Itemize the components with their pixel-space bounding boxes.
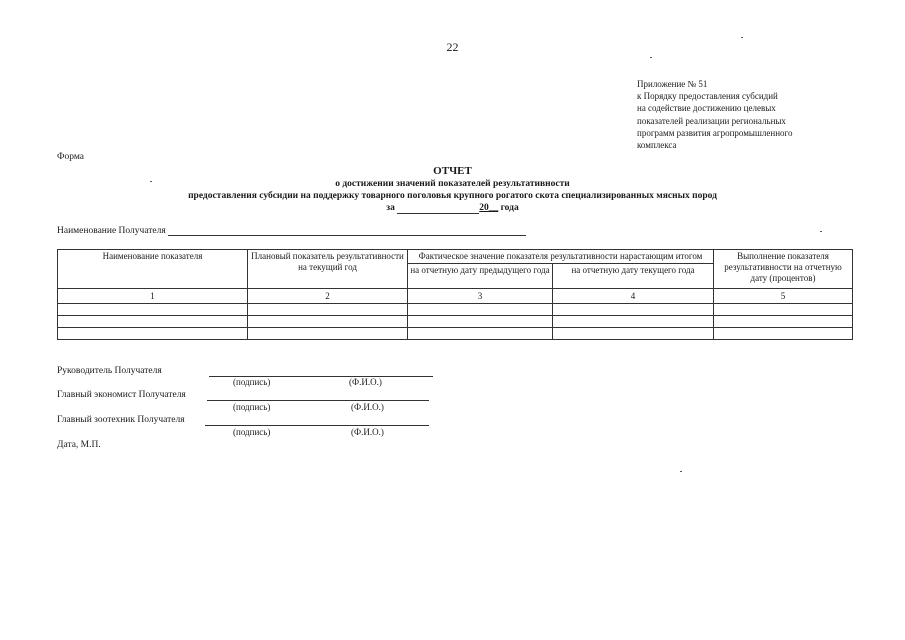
table-cell[interactable]: [553, 316, 714, 328]
table-cell[interactable]: [408, 304, 553, 316]
appendix-line: на содействие достижению целевых: [637, 103, 776, 114]
table-numbers-row: [58, 289, 853, 304]
table-cell[interactable]: [714, 316, 853, 328]
appendix-line: комплекса: [637, 140, 677, 151]
table-cell[interactable]: [408, 328, 553, 340]
report-heading: ОТЧЕТ: [433, 165, 472, 177]
scan-speck: [741, 37, 743, 38]
appendix-line: Приложение № 51: [637, 79, 708, 89]
table-row: [58, 304, 853, 316]
column-number: 3: [408, 289, 553, 304]
table-cell[interactable]: [553, 304, 714, 316]
period-prefix: за: [386, 203, 395, 213]
appendix-line: программ развития агропромышленного: [637, 127, 793, 138]
table-cell[interactable]: [248, 304, 408, 316]
table-cell[interactable]: [58, 304, 248, 316]
column-number: 5: [714, 289, 853, 304]
table-cell[interactable]: [553, 328, 714, 340]
table-cell[interactable]: [714, 304, 853, 316]
appendix-line: к Порядку предоставления субсидий: [637, 91, 778, 102]
signature-line[interactable]: [207, 399, 429, 401]
header-actual-group: Фактическое значение показателя результативности нарастающим итогом: [408, 250, 714, 264]
signer-role: Руководитель Получателя: [57, 366, 162, 376]
table-cell[interactable]: [248, 316, 408, 328]
report-title: [0, 165, 905, 214]
scan-speck: [650, 57, 652, 58]
scan-speck: [680, 471, 682, 472]
column-number: 4: [553, 289, 714, 304]
signer-role: Главный экономист Получателя: [57, 390, 186, 400]
signature-line[interactable]: [205, 424, 429, 426]
appendix-note: [637, 78, 857, 151]
signature-caption: (подпись): [233, 427, 271, 437]
table-header-row: [58, 250, 853, 264]
signature-caption: (подпись): [233, 402, 271, 412]
header-planned: Плановый показатель результативности на текущий год: [248, 250, 408, 289]
column-number: 2: [248, 289, 408, 304]
signature-caption: (подпись): [233, 377, 271, 387]
report-subtitle: о достижении значений показателей результативности: [335, 179, 570, 189]
recipient-field: [57, 225, 526, 236]
appendix-line: показателей реализации региональных: [637, 115, 786, 126]
table-cell[interactable]: [248, 328, 408, 340]
report-period: [0, 202, 905, 214]
signer-role: Главный зоотехник Получателя: [57, 415, 185, 425]
scan-speck: [150, 181, 152, 182]
column-number: 1: [58, 289, 248, 304]
results-table: [57, 249, 853, 340]
period-blank: [397, 204, 479, 214]
fio-caption: (Ф.И.О.): [351, 427, 384, 437]
period-suffix: года: [500, 203, 519, 213]
header-current-year: на отчетную дату текущего года: [553, 264, 714, 289]
header-indicator-name: Наименование показателя: [58, 250, 248, 289]
header-fulfillment: Выполнение показателя результативности на отчетную дату (процентов): [714, 250, 853, 289]
table-cell[interactable]: [714, 328, 853, 340]
table-row: [58, 328, 853, 340]
period-year: 20__: [479, 203, 499, 213]
scan-speck: [820, 231, 822, 232]
report-subsidy-line: предоставления субсидии на поддержку товарного поголовья крупного рогатого скота специализированных мясных пород: [188, 191, 717, 201]
table-cell[interactable]: [58, 328, 248, 340]
header-previous-year: на отчетную дату предыдущего года: [408, 264, 553, 289]
date-stamp-label: Дата, М.П.: [57, 440, 101, 450]
signature-block: [57, 366, 457, 436]
recipient-input-line[interactable]: [168, 225, 526, 236]
form-label: Форма: [57, 152, 85, 162]
table-cell[interactable]: [408, 316, 553, 328]
fio-caption: (Ф.И.О.): [351, 402, 384, 412]
table-row: [58, 316, 853, 328]
fio-caption: (Ф.И.О.): [349, 377, 382, 387]
page-number: 22: [446, 40, 459, 54]
recipient-label: Наименование Получателя: [57, 226, 166, 236]
table-cell[interactable]: [58, 316, 248, 328]
